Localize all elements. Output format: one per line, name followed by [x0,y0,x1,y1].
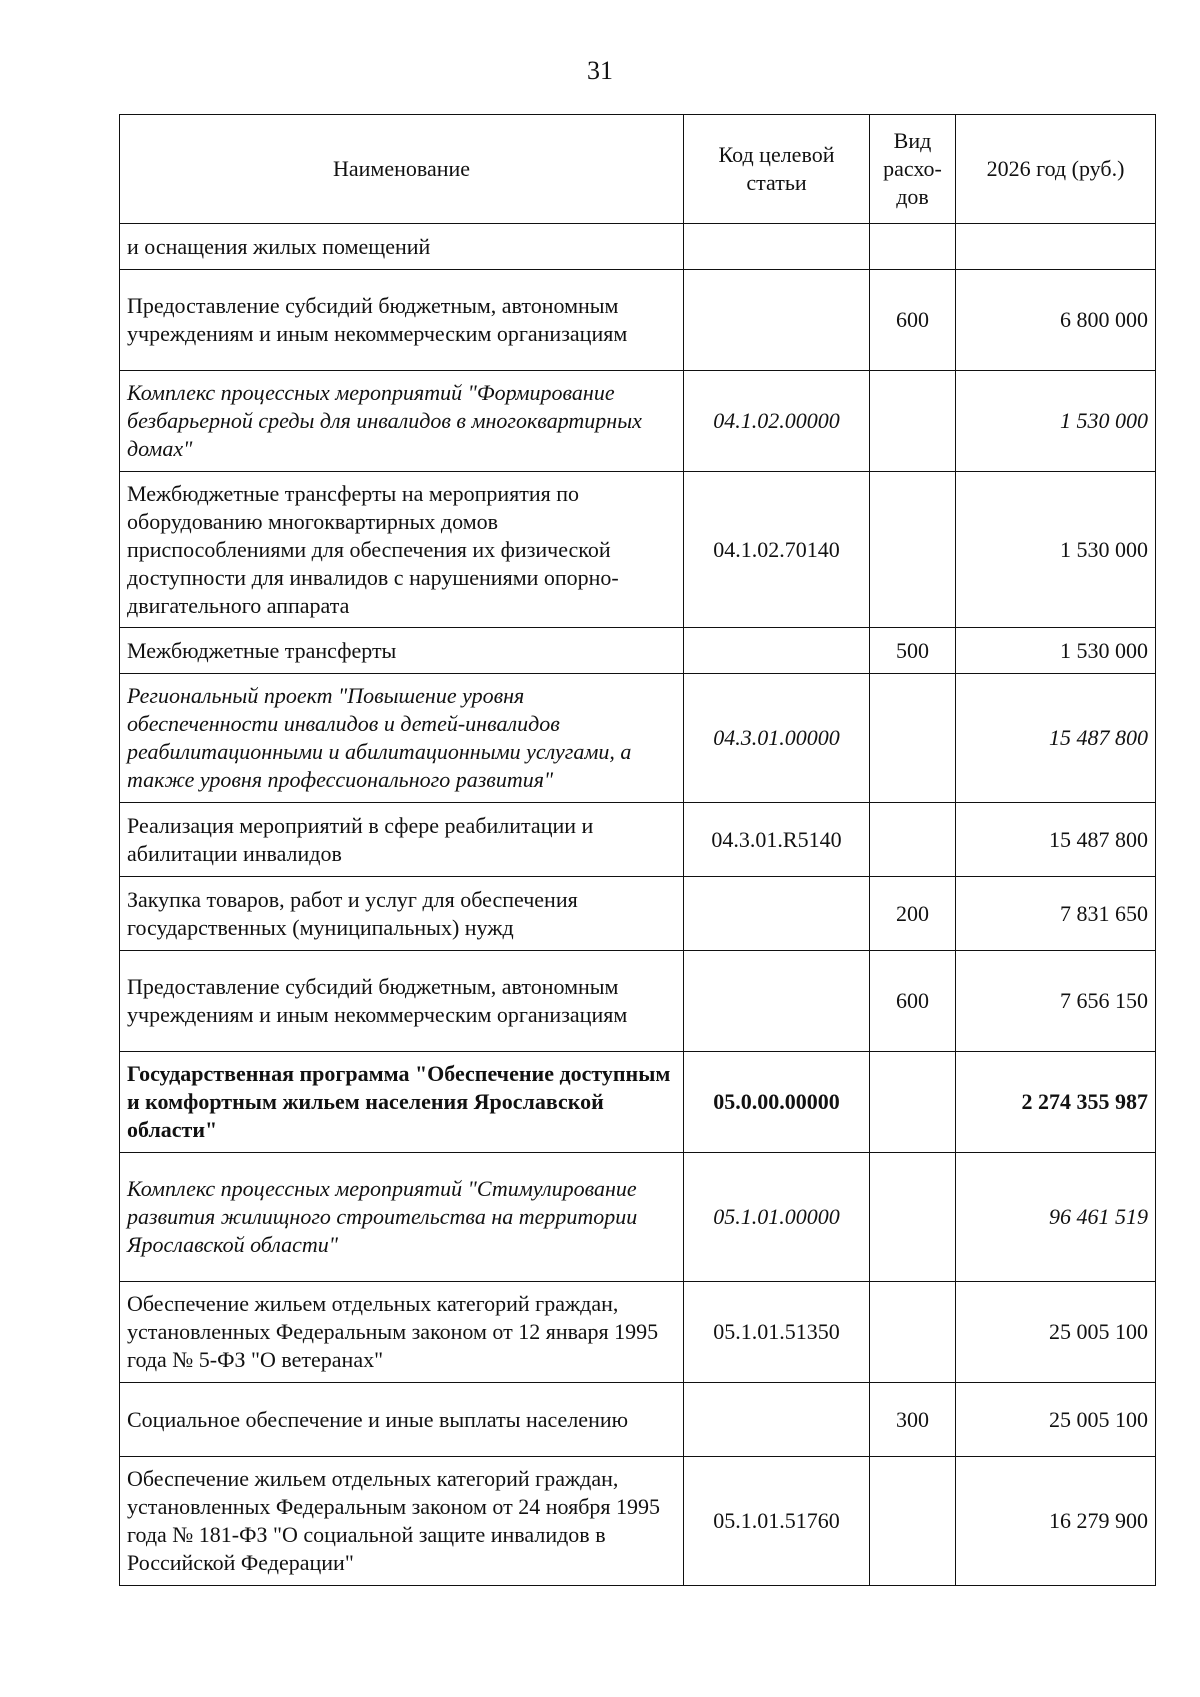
table-row [120,1282,1156,1383]
cell-name: Государственная программа "Обеспечение доступным и комфортным жильем населения Ярославской области" [120,1052,684,1153]
table-header-row [120,115,1156,224]
cell-code [684,877,870,951]
page-number: 31 [587,56,613,85]
cell-name: Комплекс процессных мероприятий "Формирование безбарьерной среды для инвалидов в многоквартирных домах" [120,371,684,472]
cell-kind [870,674,956,803]
cell-amount: 16 279 900 [956,1457,1156,1586]
cell-kind [870,1052,956,1153]
cell-amount: 1 530 000 [956,628,1156,674]
cell-amount: 7 656 150 [956,951,1156,1052]
cell-name: Обеспечение жильем отдельных категорий граждан, установленных Федеральным законом от 12 января 1995 года № 5-ФЗ "О ветеранах" [120,1282,684,1383]
table-row [120,674,1156,803]
cell-kind: 300 [870,1383,956,1457]
cell-code: 04.3.01.00000 [684,674,870,803]
cell-kind [870,1153,956,1282]
table-row [120,628,1156,674]
header-name: Наименование [120,115,684,224]
cell-kind [870,224,956,270]
cell-name: Региональный проект "Повышение уровня обеспеченности инвалидов и детей-инвалидов реабилитационными и абилитационными услугами, а также уровня профессионального развития" [120,674,684,803]
cell-name: Социальное обеспечение и иные выплаты населению [120,1383,684,1457]
cell-name: Предоставление субсидий бюджетным, автономным учреждениям и иным некоммерческим организациям [120,951,684,1052]
cell-code [684,224,870,270]
cell-name: Предоставление субсидий бюджетным, автономным учреждениям и иным некоммерческим организациям [120,270,684,371]
table-row [120,803,1156,877]
table-row [120,270,1156,371]
cell-name: Межбюджетные трансферты [120,628,684,674]
cell-name: Комплекс процессных мероприятий "Стимулирование развития жилищного строительства на территории Ярославской области" [120,1153,684,1282]
cell-code [684,1383,870,1457]
cell-name: Обеспечение жильем отдельных категорий граждан, установленных Федеральным законом от 24 ноября 1995 года № 181-ФЗ "О социальной защите инвалидов в Российской Федерации" [120,1457,684,1586]
table-row [120,224,1156,270]
table-row [120,877,1156,951]
header-kind: Вид расхо-дов [870,115,956,224]
cell-code: 04.1.02.00000 [684,371,870,472]
header-amount: 2026 год (руб.) [956,115,1156,224]
cell-kind: 600 [870,270,956,371]
cell-code [684,628,870,674]
cell-kind [870,371,956,472]
cell-amount: 7 831 650 [956,877,1156,951]
cell-code [684,270,870,371]
cell-code: 04.1.02.70140 [684,472,870,628]
cell-kind: 500 [870,628,956,674]
table-row [120,1052,1156,1153]
cell-amount: 25 005 100 [956,1282,1156,1383]
table-row [120,472,1156,628]
cell-code: 05.1.01.51760 [684,1457,870,1586]
cell-amount: 15 487 800 [956,803,1156,877]
cell-code: 05.1.01.51350 [684,1282,870,1383]
cell-kind [870,472,956,628]
cell-kind: 600 [870,951,956,1052]
cell-amount: 1 530 000 [956,371,1156,472]
cell-kind [870,803,956,877]
cell-kind [870,1457,956,1586]
cell-code: 04.3.01.R5140 [684,803,870,877]
cell-name: Межбюджетные трансферты на мероприятия по оборудованию многоквартирных домов приспособлениями для обеспечения их физической доступности для инвалидов с нарушениями опорно-двигательного аппарата [120,472,684,628]
table-row [120,1153,1156,1282]
cell-code: 05.0.00.00000 [684,1052,870,1153]
budget-table [119,114,1156,1586]
cell-name: Закупка товаров, работ и услуг для обеспечения государственных (муниципальных) нужд [120,877,684,951]
table-body [120,224,1156,1586]
cell-amount [956,224,1156,270]
cell-kind [870,1282,956,1383]
table-row [120,951,1156,1052]
cell-name: Реализация мероприятий в сфере реабилитации и абилитации инвалидов [120,803,684,877]
table-row [120,371,1156,472]
cell-amount: 2 274 355 987 [956,1052,1156,1153]
cell-amount: 6 800 000 [956,270,1156,371]
cell-amount: 25 005 100 [956,1383,1156,1457]
cell-code: 05.1.01.00000 [684,1153,870,1282]
cell-name: и оснащения жилых помещений [120,224,684,270]
cell-amount: 1 530 000 [956,472,1156,628]
cell-code [684,951,870,1052]
cell-amount: 96 461 519 [956,1153,1156,1282]
table-row [120,1457,1156,1586]
cell-amount: 15 487 800 [956,674,1156,803]
table-row [120,1383,1156,1457]
cell-kind: 200 [870,877,956,951]
header-code: Код целевой статьи [684,115,870,224]
